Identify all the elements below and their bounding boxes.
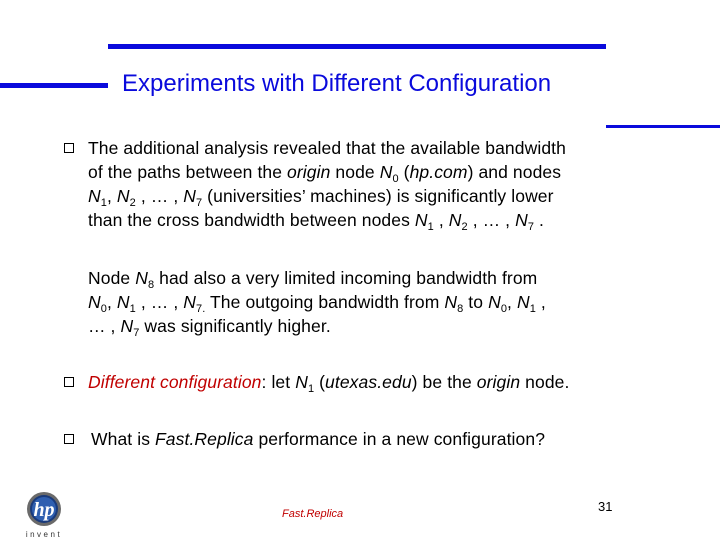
title-rule-left [0, 83, 108, 88]
bullet-square-icon [64, 434, 74, 444]
bullet-square-icon [64, 143, 74, 153]
text-line: Different configuration: let $N_1$ (utexas.edu) be the origin node. [88, 372, 570, 395]
footer-label: Fast.Replica [282, 508, 344, 520]
text-line: $N_1$, $N_2$ , … , $N_7$ (universities’ machines) is significantly lower [88, 186, 554, 209]
text-line: than the cross bandwidth between nodes $N_1$ , $N_2$ , … , $N_7$ . [88, 210, 545, 233]
hp-invent-logo [16, 491, 72, 539]
text-line: … , $N_7$ was significantly higher. [88, 316, 331, 339]
bullet-different-configuration [88, 370, 648, 394]
bullet-bandwidth-analysis [88, 136, 648, 232]
title-rule-right [606, 125, 720, 128]
text-line: The additional analysis revealed that the available bandwidth [88, 138, 566, 158]
bullet-fastreplica-question [91, 427, 651, 451]
text-line: What is Fast.Replica performance in a new configuration? [91, 429, 546, 449]
page-number: 31 [598, 499, 613, 514]
logo-text: invent [25, 530, 63, 539]
text-line: Node $N_8$ had also a very limited incoming bandwidth from [88, 268, 538, 291]
text-line: $N_0$, $N_1$ , … , $N_{7.}$ The outgoing bandwidth from $N_8$ to $N_0$, $N_1$ , [88, 292, 546, 315]
slide-title: Experiments with Different Configuration [122, 70, 552, 97]
text-line: of the paths between the origin node $N_0$ (hp.com) and nodes [88, 162, 562, 185]
paragraph-node-n8 [88, 266, 648, 338]
logo-mark: hp [33, 499, 55, 521]
title-rule-top [108, 44, 606, 49]
bullet-square-icon [64, 377, 74, 387]
